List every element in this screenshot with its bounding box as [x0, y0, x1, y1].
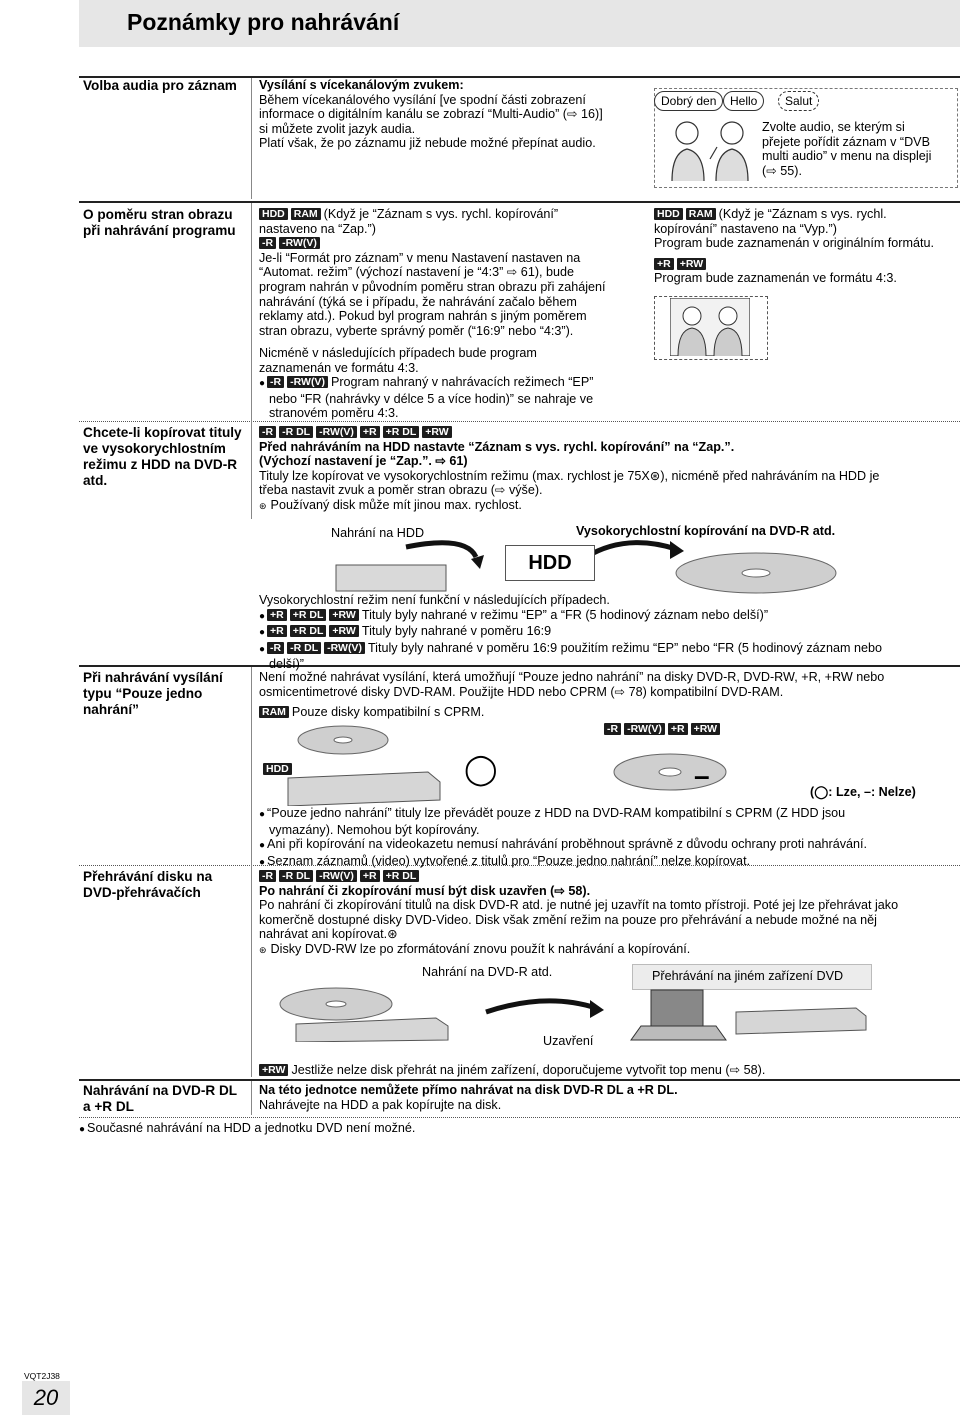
- recorder-icon: [336, 565, 446, 591]
- dl-body: [259, 1083, 959, 1112]
- onetime-line: Není možné nahrávat vysílání, která umožňují “Pouze jedno nahrání” na disky DVD-R, DVD-RW, +R, +RW nebo: [259, 670, 885, 684]
- page-number: 20: [22, 1381, 70, 1415]
- highspeed-note: Používaný disk může mít jinou max. rychlost.: [270, 497, 522, 512]
- aspect-right-line: kopírování” nastaveno na “Vyp.”): [654, 221, 837, 236]
- disc-tag: +R: [360, 870, 380, 882]
- circle-icon: ◯: [464, 753, 498, 786]
- aspect-line: “Automat. režim” (výchozí nastavení je “4:3” ⇨ 61), bude: [259, 265, 575, 280]
- audio-side-line: přejete pořídit záznam v “DVB: [762, 134, 930, 149]
- section-heading-onetime: Při nahrávání vysílání typu “Pouze jedno nahrání”: [83, 670, 223, 717]
- speech-bubble: Dobrý den: [654, 91, 723, 111]
- aspect-right-line: (Když je “Záznam s vys. rychl.: [718, 207, 887, 221]
- disc-tag: +R: [267, 625, 287, 637]
- audio-line: si můžete zvolit jazyk audia.: [259, 121, 416, 136]
- tv-43-illustration: [670, 298, 750, 356]
- dvd-player-icon: [736, 1008, 866, 1034]
- playback-rw: [259, 1063, 959, 1078]
- asterisk-icon: ⊛: [259, 944, 267, 955]
- dl-line: Nahrávejte na HDD a pak kopírujte na disk.: [259, 1097, 502, 1112]
- highspeed-line: Tituly lze kopírovat ve vysokorychlostním režimu (max. rychlost je 75X⊛), nicméně před nahráváním na HDD je: [259, 468, 880, 483]
- disc-tag: HDD: [654, 208, 683, 220]
- bullet-icon: [259, 641, 267, 655]
- bullet-icon: [259, 624, 267, 638]
- column-divider: [251, 667, 252, 1077]
- playback-body: [259, 869, 959, 958]
- audio-line: Během vícekanálového vysílání [ve spodní části zobrazení: [259, 92, 586, 107]
- disc-tag: +R: [654, 258, 674, 270]
- audio-side-line: multi audio” v menu na displeji: [762, 149, 932, 164]
- footer-note: Současné nahrávání na HDD a jednotku DVD není možné.: [87, 1121, 416, 1135]
- onetime-bullet: Ani při kopírování na videokazetu nemusí nahrávání proběhnout správně z důvodu ochrany proti nahrávání.: [267, 837, 868, 852]
- highspeed-line: třeba nastavit zvuk a poměr stran obrazu (⇨ výše).: [259, 483, 543, 498]
- recorder-icon: [296, 1018, 448, 1042]
- disc-tag: -R: [604, 723, 621, 735]
- audio-body: [259, 78, 649, 151]
- speech-bubble: Hello: [723, 91, 764, 111]
- disc-tag: -RW(V): [287, 376, 328, 388]
- bullet-icon: [259, 806, 267, 820]
- aspect-line: (Když je “Záznam s vys. rychl. kopírování”: [323, 207, 559, 221]
- disc-tag: +R DL: [383, 426, 420, 438]
- divider-aspect: [79, 201, 960, 203]
- disc-tag: +RW: [422, 426, 451, 438]
- divider-highspeed: [79, 421, 960, 422]
- aspect-right-line: Program bude zaznamenán v originálním formátu.: [654, 236, 935, 251]
- arrow-icon: [486, 1001, 596, 1012]
- disc-tag: +R DL: [290, 625, 327, 637]
- aspect-body: [259, 207, 649, 338]
- arrow-icon: [406, 543, 476, 557]
- playback-rw-text: Jestliže nelze disk přehrát na jiném zařízení, doporučujeme vytvořit top menu (⇨ 58).: [291, 1063, 766, 1077]
- asterisk-icon: ⊛: [259, 500, 267, 511]
- disc-tag: -RW(V): [279, 237, 320, 249]
- disc-tag: +RW: [691, 723, 720, 735]
- arrow-icon: [471, 555, 484, 569]
- divider-dl: [79, 1079, 960, 1081]
- aspect-case-line: Nicméně v následujících případech bude program: [259, 346, 537, 360]
- aspect-case-line: Program nahraný v nahrávacích režimech “EP”: [330, 375, 594, 390]
- onetime-hdd-tag-wrap: [263, 762, 295, 777]
- unavailable-text: Tituly byly nahrané v poměru 16:9: [361, 624, 552, 639]
- aspect-case-line: stranovém poměru 4:3.: [269, 406, 399, 421]
- bullet-icon: [259, 854, 267, 868]
- onetime-bullet: “Pouze jedno nahrání” tituly lze převádět pouze z HDD na DVD-RAM kompatibilní s CPRM (Z HDD jsou: [267, 806, 846, 820]
- disc-tag: +RW: [329, 625, 358, 637]
- disc-tag: -R DL: [287, 642, 321, 654]
- column-divider: [251, 203, 252, 519]
- bullet-icon: [259, 375, 267, 389]
- aspect-cases: [259, 346, 649, 421]
- disc-tag: +R: [668, 723, 688, 735]
- disc-tag: -R: [267, 376, 284, 388]
- diagram-label: Přehrávání na jiném zařízení DVD: [652, 969, 844, 983]
- section-heading-aspect: O poměru stran obrazu při nahrávání programu: [83, 207, 236, 238]
- playback-line: Po nahrání či zkopírování titulů na disk DVD-R atd. je nutné jej uzavřít na tomto přístroji. Poté jej lze přehrávat jako: [259, 898, 899, 913]
- disc-tag: -RW(V): [324, 642, 365, 654]
- arrow-icon: [590, 1000, 604, 1018]
- highspeed-body: [259, 425, 949, 514]
- disc-tag: RAM: [686, 208, 716, 220]
- playback-diagram: [256, 982, 876, 1042]
- disc-tag: -R DL: [279, 426, 313, 438]
- onetime-bullets: [259, 806, 959, 870]
- section-heading-dl: Nahrávání na DVD-R DL a +R DL: [83, 1083, 237, 1114]
- disc-tag: +RW: [329, 609, 358, 621]
- column-divider: [251, 78, 252, 199]
- dash-icon: –: [694, 760, 710, 791]
- diagram-label: Nahrání na HDD: [331, 526, 425, 540]
- aspect-case-line: zaznamenán ve formátu 4:3.: [259, 360, 419, 375]
- aspect-line: stran obrazu, vyberte správný poměr (“16:9” nebo “4:3”).: [259, 323, 574, 338]
- playback-line: komerčně dostupné disky DVD-Video. Disk však změní režim na pouze pro přehrávání a nebude možné na něj: [259, 912, 877, 927]
- playback-line: nahrávat ani kopírovat.⊛: [259, 927, 398, 942]
- highspeed-bold-line: Před nahráváním na HDD nastavte “Záznam s vys. rychl. kopírování” na “Zap.”.: [259, 439, 735, 454]
- unavailable-text: Tituly byly nahrané v poměru 16:9 použitím režimu “EP” nebo “FR (5 hodinový záznam nebo: [367, 640, 882, 655]
- unavailable-text: Tituly byly nahrané v režimu “EP” a “FR (5 hodinový záznam nebo delší)”: [361, 607, 769, 622]
- onetime-body: [259, 670, 959, 720]
- recorder-icon: [288, 772, 440, 806]
- arrow-icon: [670, 541, 684, 559]
- title-bar: [79, 0, 960, 47]
- aspect-line: nastaveno na “Zap.”): [259, 221, 376, 236]
- divider-bottom: [79, 1117, 960, 1118]
- disc-tag: -RW(V): [316, 870, 357, 882]
- bullet-icon: [259, 837, 267, 851]
- playback-bold: Po nahrání či zkopírování musí být disk uzavřen (⇨ 58).: [259, 883, 591, 898]
- audio-side-line: (⇨ 55).: [762, 163, 802, 178]
- disc-tag: +R: [267, 609, 287, 621]
- disc-tag: -R: [259, 237, 276, 249]
- bullet-icon: [79, 1121, 87, 1135]
- highspeed-bold-line: (Výchozí nastavení je “Zap.”. ⇨ 61): [259, 454, 468, 469]
- aspect-right: [654, 207, 958, 286]
- footer-note-wrap: [79, 1121, 679, 1138]
- section-heading-highspeed: Chcete-li kopírovat tituly ve vysokorychlostním režimu z HDD na DVD-R atd.: [83, 425, 242, 488]
- disc-tag: +R DL: [383, 870, 420, 882]
- audio-line: informace o digitálním kanálu se zobrazí “Multi-Audio” (⇨ 16)]: [259, 107, 603, 122]
- bullet-icon: [259, 608, 267, 622]
- onetime-bullet: vymazány). Nemohou být kopírovány.: [269, 822, 480, 837]
- diagram-label: Vysokorychlostní kopírování na DVD-R atd.: [576, 524, 836, 538]
- disc-tag: RAM: [259, 706, 289, 718]
- hdd-box: HDD: [505, 545, 595, 581]
- disc-tag: -R: [267, 642, 284, 654]
- aspect-line: nahrávání (týká se i případu, že nahrávání začalo během: [259, 294, 577, 309]
- page-title: Poznámky pro nahrávání: [127, 9, 400, 35]
- audio-line: Platí však, že po záznamu již nebude možné přepínat audio.: [259, 136, 596, 151]
- section-heading-audio: Volba audia pro záznam: [83, 78, 237, 93]
- aspect-right-line: Program bude zaznamenán ve formátu 4:3.: [654, 271, 897, 286]
- speech-bubble: Salut: [778, 91, 819, 111]
- aspect-line: Je-li “Formát pro záznam” v menu Nastavení nastaven na: [259, 250, 581, 265]
- disc-tag: -R: [259, 870, 276, 882]
- disc-tag: +R: [360, 426, 380, 438]
- audio-line: Vysílání s vícekanálovým zvukem:: [259, 78, 464, 92]
- unavailable-intro: Vysokorychlostní režim není funkční v následujících případech.: [259, 593, 610, 607]
- disc-tag: RAM: [291, 208, 321, 220]
- dl-bold: Na této jednotce nemůžete přímo nahrávat na disk DVD-R DL a +R DL.: [259, 1083, 678, 1097]
- disc-tag: +RW: [259, 1064, 288, 1076]
- tv-people-illustration: [662, 113, 756, 183]
- playback-note: Disky DVD-RW lze po zformátování znovu použít k nahrávání a kopírování.: [270, 941, 691, 956]
- section-heading-playback: Přehrávání disku na DVD-přehrávačích: [83, 869, 213, 900]
- column-divider: [251, 1081, 252, 1115]
- highspeed-unavailable: [259, 593, 959, 672]
- audio-side-text: [762, 120, 958, 178]
- audio-side-line: Zvolte audio, se kterým si: [762, 120, 905, 134]
- aspect-line: program nahrán v původním poměru stran obrazu při zahájení: [259, 279, 606, 294]
- highspeed-diagram: [256, 537, 946, 597]
- disc-tag: -RW(V): [316, 426, 357, 438]
- disc-tag: HDD: [259, 208, 288, 220]
- unavailable-tail: delší)”: [269, 657, 304, 672]
- disc-tag: -RW(V): [624, 723, 665, 735]
- disc-tag: -R: [259, 426, 276, 438]
- disc-tag: +RW: [677, 258, 706, 270]
- aspect-line: reklamy atd.). Pokud byl program nahrán s jiným poměrem: [259, 309, 587, 324]
- onetime-ram-text: Pouze disky kompatibilní s CPRM.: [291, 705, 485, 720]
- onetime-line: osmicentimetrové disky DVD-RAM. Použijte HDD nebo CPRM (⇨ 78) kompatibilní DVD-RAM.: [259, 684, 784, 699]
- onetime-legend: (◯: Lze, –: Nelze): [810, 785, 916, 799]
- diagram-label: Uzavření: [543, 1034, 594, 1048]
- disc-tag: HDD: [263, 763, 292, 775]
- onetime-bullet: Seznam záznamů (video) vytvořené z titulů pro “Pouze jedno nahrání” nelze kopírovat.: [267, 853, 751, 868]
- doc-code: VQT2J38: [24, 1371, 60, 1381]
- disc-tag: -R DL: [279, 870, 313, 882]
- disc-tag: +R DL: [290, 609, 327, 621]
- arrow-icon: [586, 543, 676, 557]
- aspect-case-line: nebo “FR (nahrávky v délce 5 a více hodin)” se nahraje ve: [269, 391, 594, 406]
- diagram-label: Nahrání na DVD-R atd.: [422, 965, 553, 979]
- portable-player-icon: [651, 990, 703, 1026]
